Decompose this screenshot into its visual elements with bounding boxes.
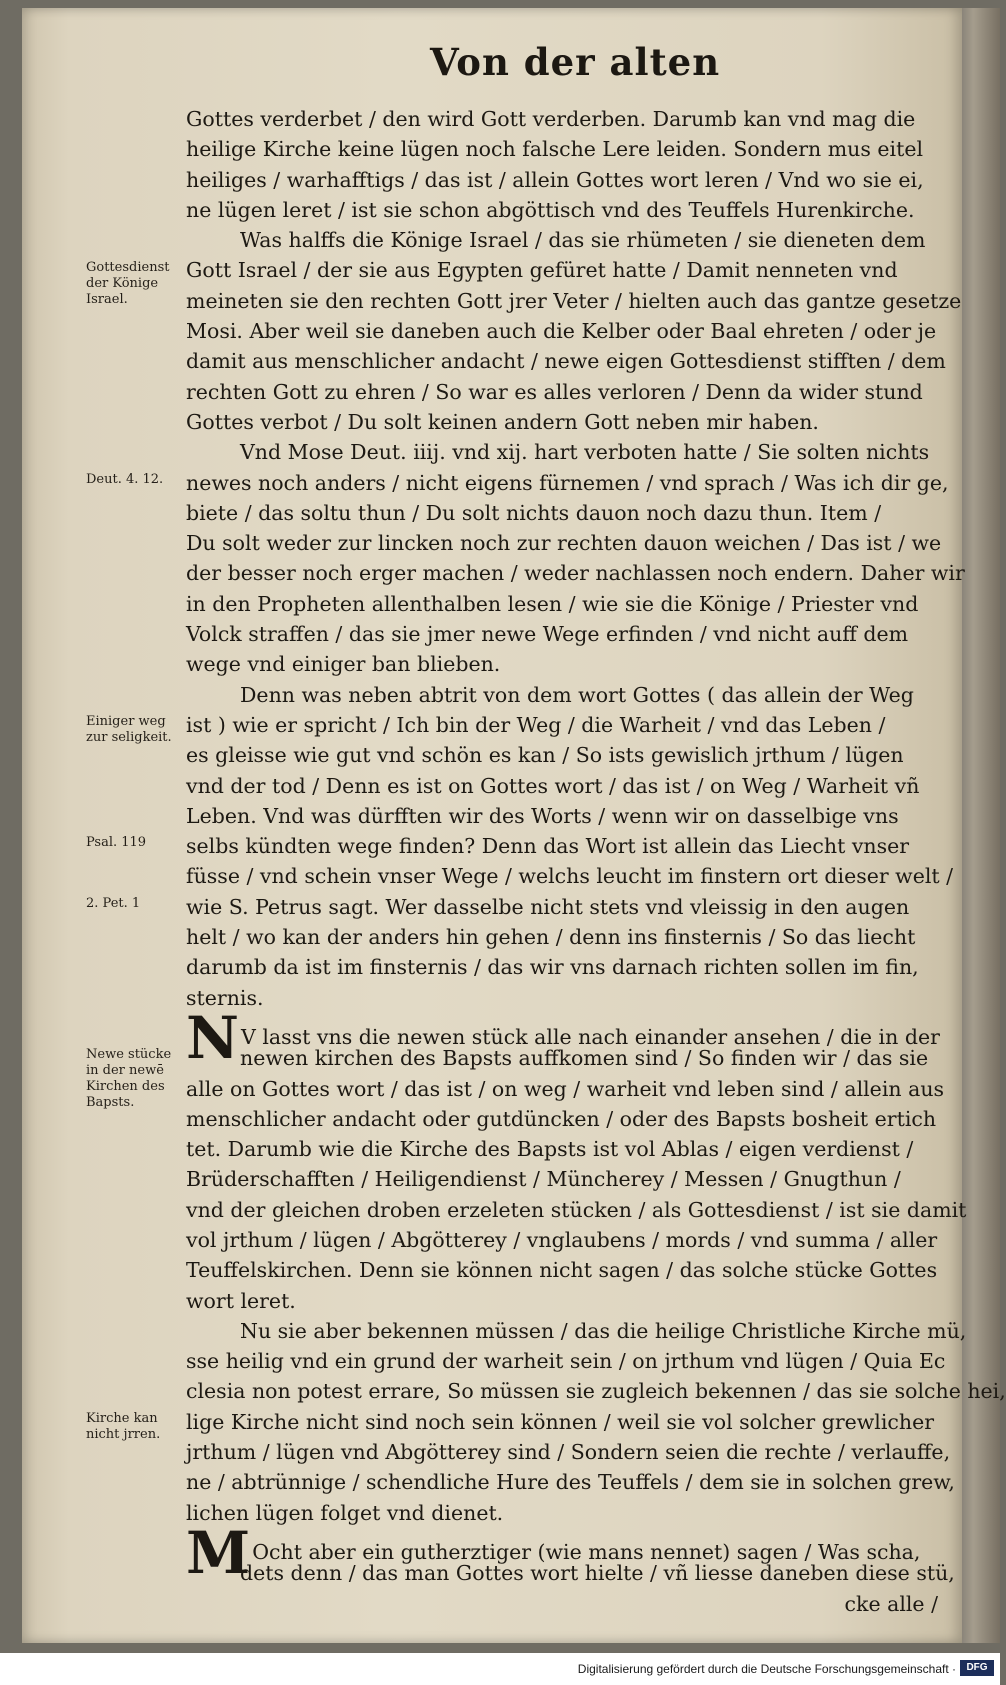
text-line xyxy=(186,1316,967,1346)
text-line-content: Leben. Vnd was dürfften wir des Worts / wenn wir on dasselbige vns xyxy=(186,803,899,828)
text-line-content: ne lügen leret / ist sie schon abgöttisch vnd des Teuffels Hurenkirche. xyxy=(186,197,915,222)
margin-note xyxy=(86,1411,182,1443)
text-line-content: V lasst vns die newen stück alle nach einander ansehen / die in der xyxy=(241,1024,940,1049)
text-line-content: newen kirchen des Bapsts auffkomen sind / So finden wir / das sie xyxy=(240,1046,929,1071)
margin-note-line: Kirche kan xyxy=(86,1410,158,1426)
text-line-content: vnd der gleichen droben erzeleten stücken / als Gottesdienst / ist sie damit xyxy=(186,1197,967,1222)
text-line-content: helt / wo kan der anders hin gehen / denn ins finsternis / So das liecht xyxy=(186,925,916,950)
text-line-content: newes noch anders / nicht eigens fürnemen / vnd sprach / Was ich dir ge, xyxy=(186,470,949,495)
margin-note-line: in der newē xyxy=(86,1063,164,1079)
text-line-content: wie S. Petrus sagt. Wer dasselbe nicht stets vnd vleissig in den augen xyxy=(186,894,910,919)
text-line-content: Du solt weder zur lincken noch zur rechten dauon weichen / Das ist / we xyxy=(186,531,942,556)
text-line xyxy=(186,225,938,255)
text-line-content: wege vnd einiger ban blieben. xyxy=(186,652,501,677)
text-line-content: vol jrthum / lügen / Abgötterey / vnglaubens / mords / vnd summa / aller xyxy=(186,1227,938,1252)
margin-note-line: Newe stücke xyxy=(86,1047,172,1063)
text-line xyxy=(186,740,938,770)
text-line xyxy=(186,407,938,437)
text-line-content: tet. Darumb wie die Kirche des Bapsts ist vol Ablas / eigen verdienst / xyxy=(186,1137,914,1162)
text-line-content: ist ) wie er spricht / Ich bin der Weg / die Warheit / vnd das Leben / xyxy=(186,712,886,737)
text-line xyxy=(186,619,938,649)
text-line-content: dets denn / das man Gottes wort hielte / vñ liesse daneben diese stü, xyxy=(240,1561,955,1586)
margin-note xyxy=(86,714,182,746)
text-line xyxy=(186,680,938,710)
drop-initial: M xyxy=(186,1518,251,1587)
text-line xyxy=(186,1134,938,1164)
text-line-content: heiliges / warhafftigs / das ist / allein Gottes wort leren / Vnd wo sie ei, xyxy=(186,167,924,192)
margin-note xyxy=(86,896,182,912)
text-line xyxy=(186,1043,938,1073)
text-line xyxy=(186,983,938,1013)
text-line-content: Gott Israel / der sie aus Egypten gefüret hatte / Damit nenneten vnd xyxy=(186,258,898,283)
text-line-content: heilige Kirche keine lügen noch falsche Lere leiden. Sondern mus eitel xyxy=(186,137,924,162)
margin-note-line: Deut. 4. 12. xyxy=(86,471,164,487)
drop-initial: N xyxy=(186,1003,240,1072)
margin-note-line: Israel. xyxy=(86,291,128,307)
text-line-content: jrthum / lügen vnd Abgötterey sind / Sondern seien die rechte / verlauffe, xyxy=(186,1440,951,1465)
text-line-content: menschlicher andacht oder gutdüncken / oder des Bapsts bosheit ertich xyxy=(186,1106,937,1131)
text-line-content: ne / abtrünnige / schendliche Hure des Teuffels / dem sie in solchen grew, xyxy=(186,1470,955,1495)
text-line xyxy=(186,1376,1006,1406)
text-line xyxy=(186,558,965,588)
text-line-content: rechten Gott zu ehren / So war es alles verloren / Denn da wider stund xyxy=(186,379,923,404)
text-line-content: biete / das soltu thun / Du solt nichts dauon noch dazu thun. Item / xyxy=(186,500,882,525)
text-line-content: lichen lügen folget vnd dienet. xyxy=(186,1500,504,1525)
text-line xyxy=(186,1104,938,1134)
margin-note-line: 2. Pet. 1 xyxy=(86,895,141,911)
margin-note-line: Bapsts. xyxy=(86,1095,135,1111)
text-line-content: lige Kirche nicht sind noch sein können / weil sie vol solcher grewlicher xyxy=(186,1409,935,1434)
footer-credit: Digitalisierung gefördert durch die Deutsche Forschungsgemeinschaft · xyxy=(577,1662,956,1676)
text-line-content: Ocht aber ein gutherztiger (wie mans nennet) sagen / Was scha, xyxy=(252,1539,921,1564)
text-line-content: Gottes verbot / Du solt keinen andern Gott neben mir haben. xyxy=(186,409,819,434)
text-line-content: Vnd Mose Deut. iiij. vnd xij. hart verboten hatte / Sie solten nichts xyxy=(240,440,930,465)
text-line xyxy=(186,528,942,558)
text-line-content: Mosi. Aber weil sie daneben auch die Kelber oder Baal ehreten / oder je xyxy=(186,319,937,344)
text-line xyxy=(186,649,938,679)
text-line xyxy=(186,1407,938,1437)
text-line-content: meineten sie den rechten Gott jrer Veter / hielten auch das gantze gesetze xyxy=(186,288,962,313)
footer-bar xyxy=(0,1653,1000,1685)
margin-note-line: Kirchen des xyxy=(86,1079,165,1095)
text-line-content: sse heilig vnd ein grund der warheit sein / on jrthum vnd lügen / Quia Ec xyxy=(186,1349,946,1374)
text-line xyxy=(186,1074,945,1104)
text-line xyxy=(186,498,938,528)
text-line-content: in den Propheten allenthalben lesen / wie sie die Könige / Priester vnd xyxy=(186,591,919,616)
text-line xyxy=(186,346,946,376)
text-line xyxy=(186,1498,938,1528)
margin-note-line: nicht jrren. xyxy=(86,1426,161,1442)
text-line xyxy=(186,134,938,164)
text-line-content: clesia non potest errare, So müssen sie zugleich bekennen / das sie solche hei, xyxy=(186,1379,1006,1404)
text-line xyxy=(186,1286,938,1316)
text-line-content: der besser noch erger machen / weder nachlassen noch endern. Daher wir xyxy=(186,561,965,586)
text-line-content: damit aus menschlicher andacht / newe eigen Gottesdienst stifften / dem xyxy=(186,349,946,374)
text-line-content: alle on Gottes wort / das ist / on weg / warheit vnd leben sind / allein aus xyxy=(186,1076,945,1101)
text-line xyxy=(186,316,938,346)
text-line xyxy=(186,1346,946,1376)
margin-note xyxy=(86,835,182,851)
margin-note-line: der Könige xyxy=(86,275,159,291)
body-text xyxy=(186,104,1006,1619)
margin-note-line: zur seligkeit. xyxy=(86,730,172,745)
text-line xyxy=(186,165,938,195)
text-line xyxy=(186,377,938,407)
text-line xyxy=(186,1255,938,1285)
text-line xyxy=(186,195,938,225)
text-line xyxy=(186,710,938,740)
text-line xyxy=(186,255,938,285)
text-line xyxy=(186,771,938,801)
text-line xyxy=(186,1467,955,1497)
text-line xyxy=(186,1589,938,1619)
margin-note-line: Gottesdienst xyxy=(86,259,170,275)
text-line-content: Brüderschafften / Heiligendienst / Müncherey / Messen / Gnugthun / xyxy=(186,1167,901,1192)
text-line-content: wort leret. xyxy=(186,1288,296,1313)
text-line xyxy=(186,952,938,982)
margin-note xyxy=(86,472,182,488)
text-line xyxy=(186,1164,938,1194)
text-line xyxy=(186,104,938,134)
text-line-content: selbs kündten wege finden? Denn das Wort ist allein das Liecht vnser xyxy=(186,834,910,859)
text-line-content: Teuffelskirchen. Denn sie können nicht sagen / das solche stücke Gottes xyxy=(186,1258,938,1283)
text-line xyxy=(186,286,962,316)
text-line xyxy=(186,922,938,952)
text-line xyxy=(186,831,938,861)
running-title: Von der alten xyxy=(430,40,721,84)
text-line xyxy=(186,1225,938,1255)
margin-note-line: Psal. 119 xyxy=(86,835,147,851)
text-line-content: vnd der tod / Denn es ist on Gottes wort / das ist / on Weg / Warheit vñ xyxy=(186,773,920,798)
text-line xyxy=(186,1437,951,1467)
text-line-content: Was halffs die Könige Israel / das sie rhümeten / sie dieneten dem xyxy=(240,228,926,253)
text-line-content: es gleisse wie gut vnd schön es kan / So ists gewislich jrthum / lügen xyxy=(186,743,904,768)
text-line xyxy=(186,1195,967,1225)
text-line xyxy=(186,589,938,619)
text-line-content: Volck straffen / das sie jmer newe Wege erfinden / vnd nicht auff dem xyxy=(186,622,909,647)
margin-note xyxy=(86,260,182,308)
text-line-content: Gottes verderbet / den wird Gott verderben. Darumb kan vnd mag die xyxy=(186,107,916,131)
text-line-content: Denn was neben abtrit von dem wort Gottes ( das allein der Weg xyxy=(240,682,914,707)
text-line-content: Nu sie aber bekennen müssen / das die heilige Christliche Kirche mü, xyxy=(240,1318,967,1343)
margin-note-line: Einiger weg xyxy=(86,714,166,729)
text-line xyxy=(186,892,938,922)
text-line-content: füsse / vnd schein vnser Wege / welchs leucht im finstern ort dieser welt / xyxy=(186,864,954,889)
dfg-logo: DFG xyxy=(960,1660,994,1676)
text-line xyxy=(186,437,938,467)
margin-note xyxy=(86,1047,182,1111)
text-line xyxy=(186,1558,955,1588)
text-line-content: sternis. xyxy=(186,985,264,1010)
text-line xyxy=(186,861,954,891)
text-line xyxy=(186,468,949,498)
text-line-content: darumb da ist im finsternis / das wir vns darnach richten sollen im fin, xyxy=(186,955,919,980)
text-line xyxy=(186,801,938,831)
text-line-content: cke alle / xyxy=(844,1591,938,1616)
